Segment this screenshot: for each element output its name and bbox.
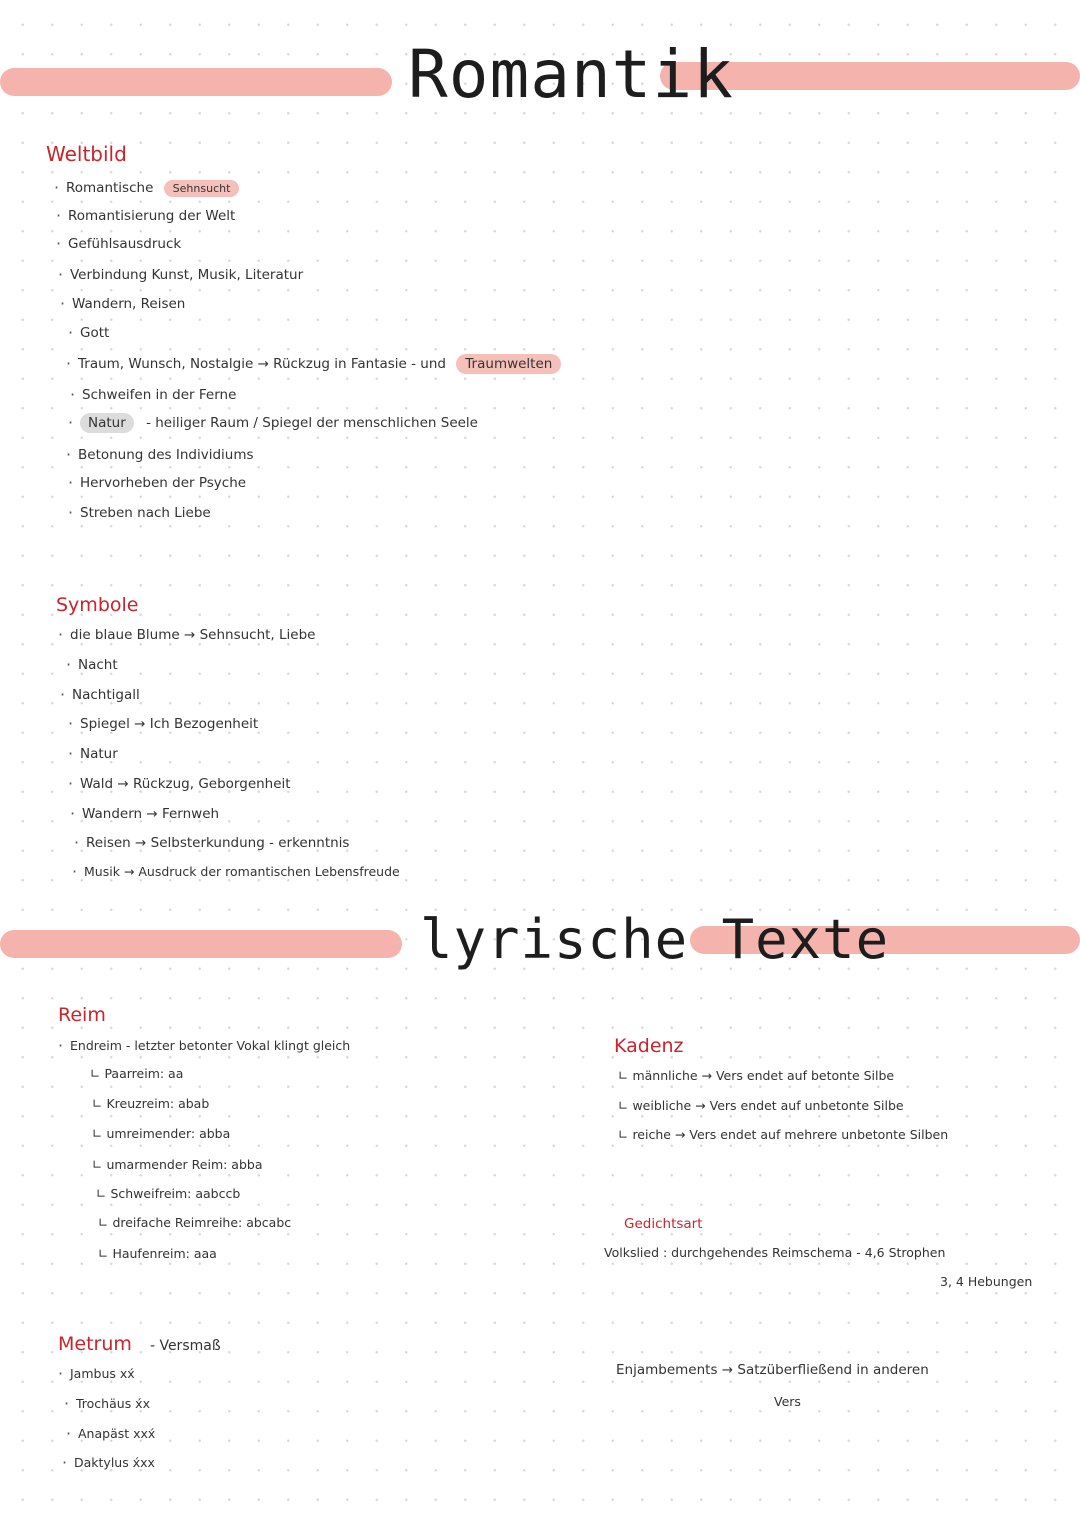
symbol-item: · Spiegel → Ich Bezogenheit <box>80 716 258 732</box>
weltbild-item <box>80 475 246 491</box>
weltbild-text: Romantisierung der Welt <box>68 208 236 224</box>
title-bar-left-romantik <box>0 68 392 96</box>
heading-weltbild: Weltbild <box>46 142 127 166</box>
metrum-item: · Anapäst xxx́ <box>78 1426 155 1441</box>
weltbild-item <box>78 356 561 372</box>
weltbild-text: Gefühlsausdruck <box>68 236 182 252</box>
weltbild-text: Streben nach Liebe <box>80 505 211 521</box>
metrum-item: · Jambus xx́ <box>70 1366 135 1381</box>
weltbild-item <box>68 208 235 224</box>
reim-item: ∟ dreifache Reimreihe: abcabc <box>98 1215 292 1230</box>
weltbild-text: Romantische <box>66 180 154 196</box>
metrum-subtitle: - Versmaß <box>149 1338 221 1354</box>
weltbild-text: Schweifen in der Ferne <box>82 387 237 403</box>
weltbild-item <box>72 296 185 312</box>
highlight-traumwelten: Traumwelten <box>456 354 561 374</box>
weltbild-item <box>68 236 181 252</box>
reim-item: ∟ umarmender Reim: abba <box>92 1157 263 1172</box>
weltbild-item <box>82 387 236 403</box>
reim-item: ∟ Kreuzreim: abab <box>92 1096 210 1111</box>
enjambement-line: Enjambements → Satzüberfließend in anderen <box>616 1362 929 1378</box>
heading-gedichtsart: Gedichtsart <box>624 1216 703 1232</box>
weltbild-item <box>78 447 254 463</box>
section-title-lyrische-texte: lyrische Texte <box>420 908 890 971</box>
weltbild-text: Traum, Wunsch, Nostalgie → Rückzug in Fantasie - und <box>78 356 446 372</box>
symbol-item: · Wandern → Fernweh <box>82 806 219 822</box>
weltbild-item <box>80 415 478 431</box>
symbol-item: · Nachtigall <box>72 687 140 703</box>
reim-item: ∟ Schweifreim: aabccb <box>96 1186 241 1201</box>
heading-symbole: Symbole <box>56 594 139 616</box>
metrum-item: · Daktylus x́xx <box>74 1455 155 1470</box>
reim-item: ∟ umreimender: abba <box>92 1126 231 1141</box>
highlight-natur: Natur <box>80 413 134 433</box>
gedichtsart-line: 3, 4 Hebungen <box>940 1274 1033 1289</box>
highlight-sehnsucht: Sehnsucht <box>164 180 240 197</box>
heading-kadenz: Kadenz <box>614 1035 684 1057</box>
weltbild-item <box>66 180 239 196</box>
symbol-item: · die blaue Blume → Sehnsucht, Liebe <box>70 627 315 643</box>
weltbild-item <box>70 267 303 283</box>
reim-item: ∟ Paarreim: aa <box>90 1066 184 1081</box>
enjambement-line: Vers <box>774 1394 801 1409</box>
symbol-item: · Wald → Rückzug, Geborgenheit <box>80 776 291 792</box>
reim-intro: · Endreim - letzter betonter Vokal klingt gleich <box>70 1038 350 1053</box>
symbol-item: · Natur <box>80 746 118 762</box>
weltbild-text: Betonung des Individiums <box>78 447 254 463</box>
title-bar-left-lyrische <box>0 930 402 958</box>
section-title-romantik: Romantik <box>408 36 734 113</box>
kadenz-item: ∟ reiche → Vers endet auf mehrere unbetonte Silben <box>618 1127 949 1142</box>
symbol-item: · Nacht <box>78 657 118 673</box>
weltbild-text: Gott <box>80 325 110 341</box>
reim-item: ∟ Haufenreim: aaa <box>98 1246 217 1261</box>
kadenz-item: ∟ männliche → Vers endet auf betonte Silbe <box>618 1068 895 1083</box>
symbol-item: · Reisen → Selbsterkundung - erkenntnis <box>86 835 349 851</box>
heading-metrum <box>58 1333 221 1355</box>
weltbild-text: Wandern, Reisen <box>72 296 186 312</box>
kadenz-item: ∟ weibliche → Vers endet auf unbetonte Silbe <box>618 1098 904 1113</box>
heading-reim: Reim <box>58 1004 106 1026</box>
weltbild-item <box>80 505 211 521</box>
weltbild-item <box>80 325 109 341</box>
symbol-item: · Musik → Ausdruck der romantischen Lebensfreude <box>84 864 400 879</box>
weltbild-text: Verbindung Kunst, Musik, Literatur <box>70 267 304 283</box>
gedichtsart-line: Volkslied : durchgehendes Reimschema - 4,6 Strophen <box>604 1245 946 1260</box>
weltbild-text: Hervorheben der Psyche <box>80 475 247 491</box>
metrum-item: · Trochäus x́x <box>76 1396 150 1411</box>
weltbild-text: - heiliger Raum / Spiegel der menschlichen Seele <box>146 415 478 431</box>
metrum-title: Metrum <box>58 1333 132 1355</box>
